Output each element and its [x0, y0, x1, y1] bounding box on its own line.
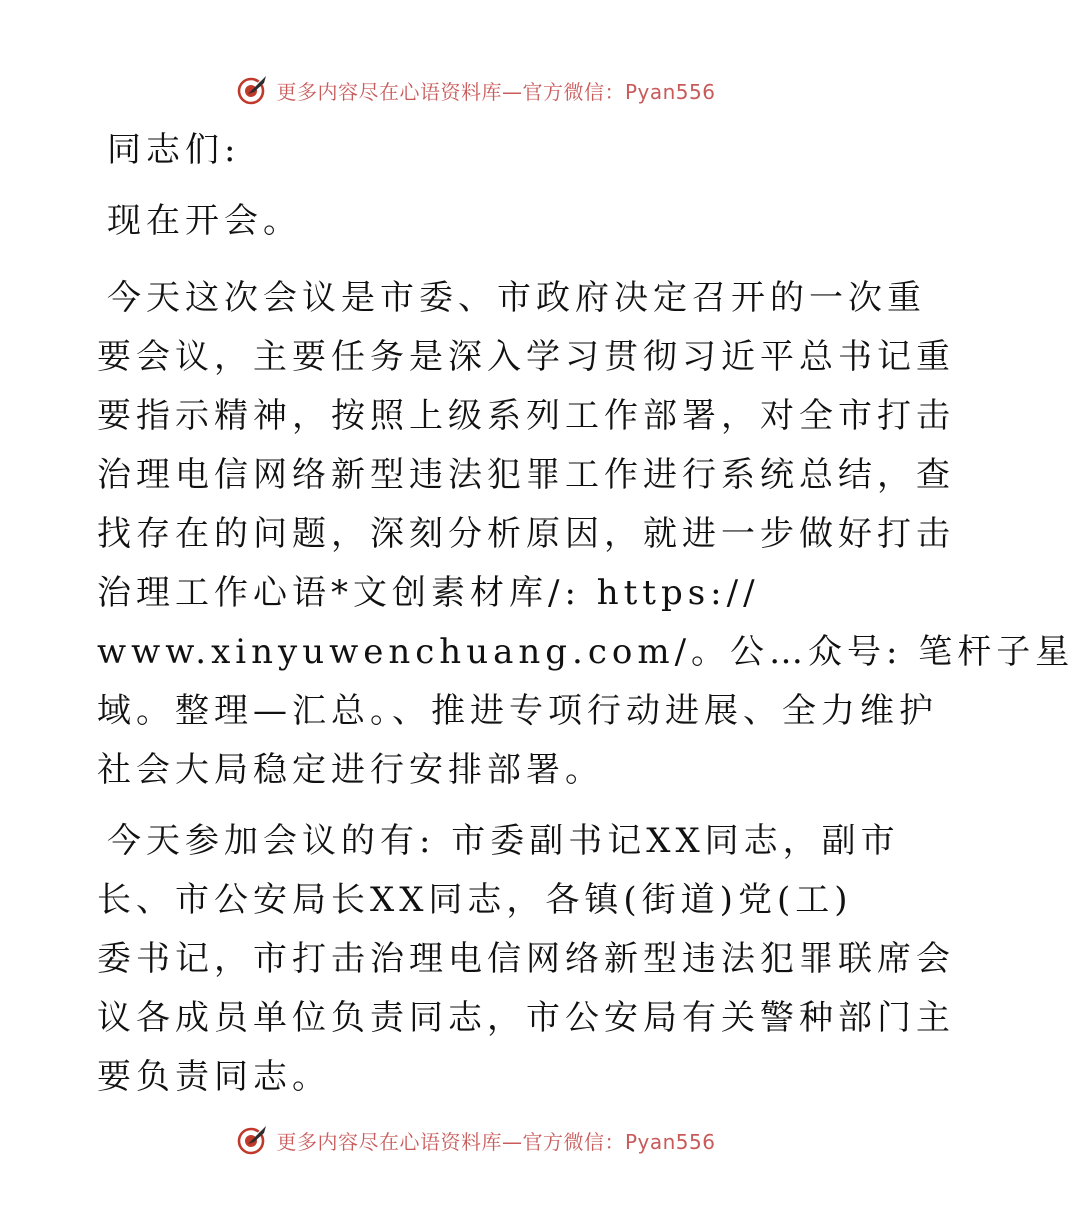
- paragraph-meeting-purpose: [97, 269, 1074, 800]
- paragraph-attendees: [97, 812, 955, 1107]
- paragraph-line: 议各成员单位负责同志，市公安局有关警种部门主: [97, 998, 955, 1038]
- paragraph-line: 今天这次会议是市委、市政府决定召开的一次重: [107, 278, 926, 318]
- paragraph-line: www.xinyuwenchuang.com/。公…众号: 笔杆子星: [97, 632, 1074, 672]
- opening-line: 现在开会。: [107, 201, 302, 241]
- header-watermark: [0, 68, 950, 112]
- paragraph-line: 委书记，市打击治理电信网络新型违法犯罪联席会: [97, 939, 955, 979]
- greeting: 同志们:: [107, 130, 241, 170]
- paragraph-line: 治理电信网络新型违法犯罪工作进行系统总结，查: [97, 455, 955, 495]
- paragraph-line: 治理工作心语*文创素材库/: https://: [97, 573, 760, 613]
- watermark-text: 更多内容尽在心语资料库—官方微信：Pyan556: [276, 79, 716, 104]
- quill-logo-icon: [234, 1122, 270, 1158]
- footer-watermark: [0, 1118, 950, 1162]
- paragraph-line: 找存在的问题，深刻分析原因，就进一步做好打击: [97, 514, 955, 554]
- paragraph-line: 要负责同志。: [97, 1057, 331, 1097]
- paragraph-line: 社会大局稳定进行安排部署。: [97, 750, 604, 790]
- document-body: [97, 121, 1074, 1107]
- paragraph-line: 长、市公安局长XX同志，各镇(街道)党(工): [97, 880, 853, 920]
- paragraph-line: 今天参加会议的有: 市委副书记XX同志，副市: [107, 821, 900, 861]
- paragraph-line: 要会议，主要任务是深入学习贯彻习近平总书记重: [97, 337, 955, 377]
- paragraph-line: 要指示精神，按照上级系列工作部署，对全市打击: [97, 396, 955, 436]
- watermark-text: 更多内容尽在心语资料库—官方微信：Pyan556: [276, 1129, 716, 1154]
- quill-logo-icon: [234, 72, 270, 108]
- paragraph-line: 域。整理—汇总。、推进专项行动进展、全力维护: [97, 691, 938, 731]
